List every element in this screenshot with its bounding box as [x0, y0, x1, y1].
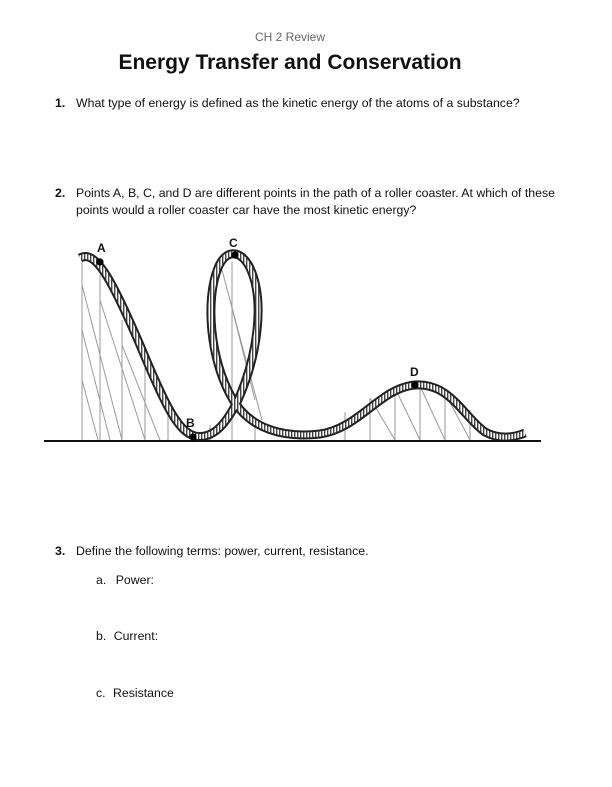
subitem-current	[96, 629, 158, 643]
subitem-resistance	[96, 686, 174, 700]
point-b-label: B	[186, 416, 195, 430]
subitem-letter: a.	[96, 573, 107, 587]
question-text: Define the following terms: power, current, resistance.	[76, 544, 369, 558]
question-number: 2.	[55, 186, 66, 200]
coaster-track	[80, 254, 525, 437]
question-text: Points A, B, C, and D are different points in the path of a roller coaster. At which of these points would a roller coaster car have the most kinetic energy?	[76, 186, 555, 217]
roller-coaster-diagram	[0, 228, 612, 453]
subitem-text: Current:	[113, 629, 159, 643]
subitem-letter: c.	[96, 686, 106, 700]
subitem-letter: b.	[96, 629, 107, 643]
question-3	[55, 543, 555, 560]
point-d-marker	[411, 381, 418, 388]
question-number: 1.	[55, 96, 66, 110]
point-a-marker	[96, 258, 103, 265]
question-number: 3.	[55, 544, 66, 558]
point-d-label: D	[410, 365, 419, 379]
question-text: What type of energy is defined as the kinetic energy of the atoms of a substance?	[76, 96, 520, 110]
page-title: Energy Transfer and Conservation	[118, 51, 462, 74]
point-c-marker	[231, 251, 238, 258]
question-2	[55, 185, 555, 219]
subitem-text: Resistance	[113, 686, 174, 700]
question-1	[55, 95, 555, 112]
point-c-label: C	[229, 236, 238, 250]
point-b-marker	[189, 433, 196, 440]
page-subtitle: CH 2 Review	[254, 30, 326, 44]
subitem-text: Power:	[115, 573, 154, 587]
subitem-power	[96, 573, 154, 587]
point-a-label: A	[97, 241, 106, 255]
